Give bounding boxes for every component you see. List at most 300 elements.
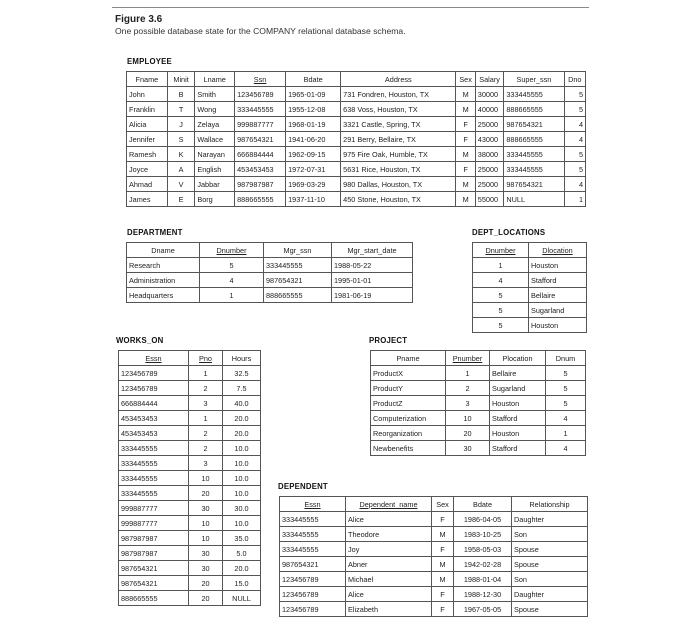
works-on-cell: 10: [189, 516, 223, 531]
dependent-row: [280, 572, 588, 587]
dependent-cell: 123456789: [280, 572, 346, 587]
employee-cell: M: [456, 192, 475, 207]
dependent-cell: Michael: [346, 572, 432, 587]
employee-cell: 888665555: [235, 192, 286, 207]
employee-cell: 1955-12-08: [286, 102, 341, 117]
employee-cell: 1962-09-15: [286, 147, 341, 162]
dependent-cell: Alice: [346, 587, 432, 602]
dependent-cell: 1967-05-05: [454, 602, 512, 617]
employee-column-header: Sex: [456, 72, 475, 87]
employee-cell: 5: [564, 162, 585, 177]
works-on-row: [119, 381, 261, 396]
employee-cell: 1941-06-20: [286, 132, 341, 147]
dept-locations-cell: Bellaire: [529, 288, 587, 303]
works-on-cell: 3: [189, 396, 223, 411]
dept-locations-cell: 5: [473, 303, 529, 318]
dept-locations-row: [473, 303, 587, 318]
works-on-cell: 30.0: [223, 501, 261, 516]
employee-row: [127, 177, 586, 192]
project-cell: Houston: [490, 426, 546, 441]
dependent-header-row: [280, 497, 588, 512]
works-on-row: [119, 471, 261, 486]
employee-cell: 25000: [475, 177, 504, 192]
works-on-cell: 10: [189, 471, 223, 486]
works-on-row: [119, 456, 261, 471]
works-on-cell: NULL: [223, 591, 261, 606]
employee-cell: Wong: [195, 102, 235, 117]
dept-locations-cell: 1: [473, 258, 529, 273]
employee-cell: E: [167, 192, 195, 207]
dependent-cell: F: [432, 587, 454, 602]
works-on-row: [119, 576, 261, 591]
works-on-cell: 5.0: [223, 546, 261, 561]
dept-locations-column-header: Dlocation: [529, 243, 587, 258]
dependent-cell: Son: [512, 572, 588, 587]
employee-column-header: Ssn: [235, 72, 286, 87]
project-row: [371, 441, 586, 456]
project-cell: 3: [446, 396, 490, 411]
employee-cell: B: [167, 87, 195, 102]
works-on-cell: 987654321: [119, 561, 189, 576]
project-cell: Stafford: [490, 411, 546, 426]
dependent-column-header: Dependent_name: [346, 497, 432, 512]
department-table-label: DEPARTMENT: [127, 228, 183, 237]
employee-column-header: Fname: [127, 72, 168, 87]
employee-cell: 5: [564, 147, 585, 162]
dependent-cell: 1988-01-04: [454, 572, 512, 587]
dependent-table-label: DEPENDENT: [278, 482, 328, 491]
dependent-cell: Abner: [346, 557, 432, 572]
employee-cell: 1972-07-31: [286, 162, 341, 177]
works-on-cell: 333445555: [119, 456, 189, 471]
dependent-cell: Son: [512, 527, 588, 542]
dept-locations-cell: Houston: [529, 318, 587, 333]
employee-cell: Smith: [195, 87, 235, 102]
works-on-cell: 10: [189, 531, 223, 546]
project-cell: 4: [546, 411, 586, 426]
employee-cell: 333445555: [235, 102, 286, 117]
employee-cell: 5: [564, 102, 585, 117]
employee-cell: 333445555: [504, 147, 564, 162]
project-cell: Stafford: [490, 441, 546, 456]
project-cell: Sugarland: [490, 381, 546, 396]
department-cell: 1981-06-19: [332, 288, 413, 303]
project-row: [371, 366, 586, 381]
works-on-cell: 453453453: [119, 426, 189, 441]
employee-cell: 123456789: [235, 87, 286, 102]
project-row: [371, 426, 586, 441]
department-column-header: Mgr_ssn: [264, 243, 332, 258]
dependent-cell: Alice: [346, 512, 432, 527]
dependent-cell: M: [432, 557, 454, 572]
employee-cell: Alicia: [127, 117, 168, 132]
employee-table: [126, 71, 586, 207]
project-column-header: Pname: [371, 351, 446, 366]
employee-cell: M: [456, 87, 475, 102]
project-row: [371, 381, 586, 396]
works-on-cell: 453453453: [119, 411, 189, 426]
dependent-cell: F: [432, 602, 454, 617]
project-cell: 1: [546, 426, 586, 441]
dependent-row: [280, 542, 588, 557]
dependent-column-header: Bdate: [454, 497, 512, 512]
project-cell: 2: [446, 381, 490, 396]
works-on-cell: 1: [189, 411, 223, 426]
employee-cell: 987654321: [504, 177, 564, 192]
employee-cell: Jabbar: [195, 177, 235, 192]
department-row: [127, 258, 413, 273]
employee-cell: 333445555: [504, 162, 564, 177]
employee-cell: 333445555: [504, 87, 564, 102]
employee-row: [127, 162, 586, 177]
works-on-cell: 40.0: [223, 396, 261, 411]
works-on-cell: 1: [189, 366, 223, 381]
works-on-row: [119, 531, 261, 546]
employee-column-header: Super_ssn: [504, 72, 564, 87]
dept-locations-cell: Houston: [529, 258, 587, 273]
works-on-cell: 10.0: [223, 456, 261, 471]
employee-cell: 4: [564, 132, 585, 147]
project-cell: ProductY: [371, 381, 446, 396]
employee-cell: F: [456, 132, 475, 147]
project-cell: 10: [446, 411, 490, 426]
project-cell: 5: [546, 381, 586, 396]
employee-column-header: Salary: [475, 72, 504, 87]
department-row: [127, 288, 413, 303]
employee-cell: 888665555: [504, 102, 564, 117]
employee-cell: 975 Fire Oak, Humble, TX: [341, 147, 456, 162]
works-on-row: [119, 546, 261, 561]
project-cell: 5: [546, 396, 586, 411]
employee-cell: J: [167, 117, 195, 132]
project-row: [371, 411, 586, 426]
dependent-cell: F: [432, 512, 454, 527]
dependent-column-header: Essn: [280, 497, 346, 512]
employee-cell: 888665555: [504, 132, 564, 147]
dependent-cell: 1988-12-30: [454, 587, 512, 602]
employee-cell: 450 Stone, Houston, TX: [341, 192, 456, 207]
dependent-cell: Joy: [346, 542, 432, 557]
department-cell: 1: [200, 288, 264, 303]
employee-cell: 4: [564, 117, 585, 132]
works-on-row: [119, 591, 261, 606]
employee-cell: K: [167, 147, 195, 162]
project-cell: ProductZ: [371, 396, 446, 411]
employee-row: [127, 87, 586, 102]
dependent-cell: 1986-04-05: [454, 512, 512, 527]
works-on-cell: 333445555: [119, 471, 189, 486]
employee-cell: Zelaya: [195, 117, 235, 132]
dependent-row: [280, 602, 588, 617]
works-on-row: [119, 411, 261, 426]
works-on-cell: 999887777: [119, 516, 189, 531]
dependent-row: [280, 527, 588, 542]
dependent-cell: 333445555: [280, 527, 346, 542]
employee-cell: 731 Fondren, Houston, TX: [341, 87, 456, 102]
employee-cell: M: [456, 147, 475, 162]
employee-cell: Joyce: [127, 162, 168, 177]
employee-cell: James: [127, 192, 168, 207]
department-column-header: Dnumber: [200, 243, 264, 258]
dependent-table: [279, 496, 588, 617]
employee-cell: 1: [564, 192, 585, 207]
department-column-header: Mgr_start_date: [332, 243, 413, 258]
employee-row: [127, 102, 586, 117]
works-on-cell: 333445555: [119, 441, 189, 456]
dependent-cell: 333445555: [280, 542, 346, 557]
project-column-header: Dnum: [546, 351, 586, 366]
employee-cell: 25000: [475, 162, 504, 177]
works-on-cell: 7.5: [223, 381, 261, 396]
dependent-cell: F: [432, 542, 454, 557]
employee-cell: 55000: [475, 192, 504, 207]
employee-cell: 666884444: [235, 147, 286, 162]
employee-cell: 43000: [475, 132, 504, 147]
employee-cell: 987654321: [235, 132, 286, 147]
dependent-cell: M: [432, 527, 454, 542]
works-on-cell: 2: [189, 426, 223, 441]
dependent-cell: Spouse: [512, 542, 588, 557]
project-table: [370, 350, 586, 456]
employee-cell: S: [167, 132, 195, 147]
employee-cell: Ramesh: [127, 147, 168, 162]
dependent-cell: 1958-05-03: [454, 542, 512, 557]
dependent-cell: Elizabeth: [346, 602, 432, 617]
works-on-cell: 3: [189, 456, 223, 471]
employee-cell: John: [127, 87, 168, 102]
project-cell: ProductX: [371, 366, 446, 381]
employee-cell: Franklin: [127, 102, 168, 117]
dependent-cell: Theodore: [346, 527, 432, 542]
employee-cell: 5631 Rice, Houston, TX: [341, 162, 456, 177]
employee-row: [127, 117, 586, 132]
works-on-row: [119, 441, 261, 456]
employee-cell: 1965-01-09: [286, 87, 341, 102]
dependent-row: [280, 557, 588, 572]
employee-cell: M: [456, 177, 475, 192]
works-on-cell: 30: [189, 561, 223, 576]
department-row: [127, 273, 413, 288]
employee-cell: English: [195, 162, 235, 177]
employee-cell: 987987987: [235, 177, 286, 192]
department-cell: 1988-05-22: [332, 258, 413, 273]
works-on-cell: 32.5: [223, 366, 261, 381]
employee-cell: M: [456, 102, 475, 117]
department-header-row: [127, 243, 413, 258]
dependent-cell: Spouse: [512, 557, 588, 572]
employee-cell: Narayan: [195, 147, 235, 162]
dependent-cell: M: [432, 572, 454, 587]
employee-cell: A: [167, 162, 195, 177]
employee-cell: T: [167, 102, 195, 117]
dept-locations-table-label: DEPT_LOCATIONS: [472, 228, 546, 237]
dependent-cell: 333445555: [280, 512, 346, 527]
employee-cell: 638 Voss, Houston, TX: [341, 102, 456, 117]
dependent-row: [280, 512, 588, 527]
dept-locations-cell: 5: [473, 318, 529, 333]
dept-locations-row: [473, 273, 587, 288]
project-row: [371, 396, 586, 411]
project-cell: Newbenefits: [371, 441, 446, 456]
works-on-cell: 2: [189, 441, 223, 456]
works-on-table: [118, 350, 261, 606]
dependent-cell: 1942-02-28: [454, 557, 512, 572]
works-on-cell: 2: [189, 381, 223, 396]
works-on-cell: 20: [189, 576, 223, 591]
works-on-cell: 10.0: [223, 486, 261, 501]
employee-cell: 25000: [475, 117, 504, 132]
dept-locations-cell: Sugarland: [529, 303, 587, 318]
works-on-cell: 15.0: [223, 576, 261, 591]
works-on-cell: 20: [189, 486, 223, 501]
employee-cell: 999887777: [235, 117, 286, 132]
department-cell: 888665555: [264, 288, 332, 303]
employee-cell: Jennifer: [127, 132, 168, 147]
works-on-table-label: WORKS_ON: [116, 336, 164, 345]
works-on-row: [119, 501, 261, 516]
department-cell: Administration: [127, 273, 200, 288]
employee-column-header: Lname: [195, 72, 235, 87]
project-header-row: [371, 351, 586, 366]
department-cell: 987654321: [264, 273, 332, 288]
works-on-cell: 20.0: [223, 411, 261, 426]
dependent-cell: 1983-10-25: [454, 527, 512, 542]
project-table-label: PROJECT: [369, 336, 408, 345]
works-on-cell: 10.0: [223, 441, 261, 456]
employee-cell: 1968-01-19: [286, 117, 341, 132]
works-on-row: [119, 516, 261, 531]
employee-cell: 3321 Castle, Spring, TX: [341, 117, 456, 132]
employee-cell: 38000: [475, 147, 504, 162]
employee-cell: Wallace: [195, 132, 235, 147]
works-on-cell: 20.0: [223, 561, 261, 576]
works-on-column-header: Essn: [119, 351, 189, 366]
project-cell: 4: [546, 441, 586, 456]
figure-top-rule: [112, 7, 589, 8]
works-on-cell: 123456789: [119, 381, 189, 396]
employee-cell: 980 Dallas, Houston, TX: [341, 177, 456, 192]
project-cell: 30: [446, 441, 490, 456]
dependent-cell: Daughter: [512, 512, 588, 527]
employee-column-header: Dno: [564, 72, 585, 87]
employee-cell: 4: [564, 177, 585, 192]
dept-locations-column-header: Dnumber: [473, 243, 529, 258]
works-on-row: [119, 396, 261, 411]
works-on-header-row: [119, 351, 261, 366]
dept-locations-cell: Stafford: [529, 273, 587, 288]
works-on-row: [119, 561, 261, 576]
project-cell: 1: [446, 366, 490, 381]
figure-caption: One possible database state for the COMPANY relational database schema.: [115, 26, 406, 36]
employee-header-row: [127, 72, 586, 87]
works-on-cell: 987987987: [119, 531, 189, 546]
dependent-column-header: Relationship: [512, 497, 588, 512]
dependent-row: [280, 587, 588, 602]
employee-cell: Borg: [195, 192, 235, 207]
department-cell: 1995-01-01: [332, 273, 413, 288]
works-on-cell: 987987987: [119, 546, 189, 561]
dept-locations-row: [473, 318, 587, 333]
employee-cell: 1937-11-10: [286, 192, 341, 207]
employee-table-label: EMPLOYEE: [127, 57, 172, 66]
figure-title: Figure 3.6: [115, 14, 163, 25]
employee-cell: F: [456, 117, 475, 132]
employee-row: [127, 132, 586, 147]
project-cell: Bellaire: [490, 366, 546, 381]
department-column-header: Dname: [127, 243, 200, 258]
works-on-cell: 10.0: [223, 471, 261, 486]
department-cell: Research: [127, 258, 200, 273]
works-on-column-header: Hours: [223, 351, 261, 366]
works-on-cell: 999887777: [119, 501, 189, 516]
department-cell: Headquarters: [127, 288, 200, 303]
works-on-cell: 666884444: [119, 396, 189, 411]
dependent-cell: 987654321: [280, 557, 346, 572]
employee-column-header: Minit: [167, 72, 195, 87]
department-cell: 333445555: [264, 258, 332, 273]
works-on-row: [119, 426, 261, 441]
works-on-cell: 888665555: [119, 591, 189, 606]
project-cell: Reorganization: [371, 426, 446, 441]
project-cell: Houston: [490, 396, 546, 411]
works-on-cell: 35.0: [223, 531, 261, 546]
works-on-cell: 10.0: [223, 516, 261, 531]
employee-cell: V: [167, 177, 195, 192]
project-column-header: Pnumber: [446, 351, 490, 366]
works-on-cell: 333445555: [119, 486, 189, 501]
works-on-cell: 123456789: [119, 366, 189, 381]
employee-cell: 1969-03-29: [286, 177, 341, 192]
employee-cell: 453453453: [235, 162, 286, 177]
employee-cell: 291 Berry, Bellaire, TX: [341, 132, 456, 147]
dept-locations-table: [472, 242, 587, 333]
employee-cell: Ahmad: [127, 177, 168, 192]
employee-row: [127, 147, 586, 162]
employee-cell: 40000: [475, 102, 504, 117]
project-cell: Computerization: [371, 411, 446, 426]
employee-cell: 30000: [475, 87, 504, 102]
project-cell: 5: [546, 366, 586, 381]
dependent-cell: Daughter: [512, 587, 588, 602]
project-column-header: Plocation: [490, 351, 546, 366]
dept-locations-cell: 5: [473, 288, 529, 303]
dept-locations-row: [473, 288, 587, 303]
employee-cell: NULL: [504, 192, 564, 207]
works-on-cell: 30: [189, 546, 223, 561]
dependent-cell: Spouse: [512, 602, 588, 617]
dependent-cell: 123456789: [280, 602, 346, 617]
department-cell: 5: [200, 258, 264, 273]
works-on-row: [119, 486, 261, 501]
dept-locations-row: [473, 258, 587, 273]
works-on-column-header: Pno: [189, 351, 223, 366]
department-table: [126, 242, 413, 303]
works-on-row: [119, 366, 261, 381]
employee-column-header: Bdate: [286, 72, 341, 87]
dept-locations-header-row: [473, 243, 587, 258]
dependent-column-header: Sex: [432, 497, 454, 512]
employee-cell: 987654321: [504, 117, 564, 132]
employee-column-header: Address: [341, 72, 456, 87]
project-cell: 20: [446, 426, 490, 441]
employee-row: [127, 192, 586, 207]
works-on-cell: 20: [189, 591, 223, 606]
works-on-cell: 30: [189, 501, 223, 516]
dept-locations-cell: 4: [473, 273, 529, 288]
employee-cell: F: [456, 162, 475, 177]
department-cell: 4: [200, 273, 264, 288]
dependent-cell: 123456789: [280, 587, 346, 602]
